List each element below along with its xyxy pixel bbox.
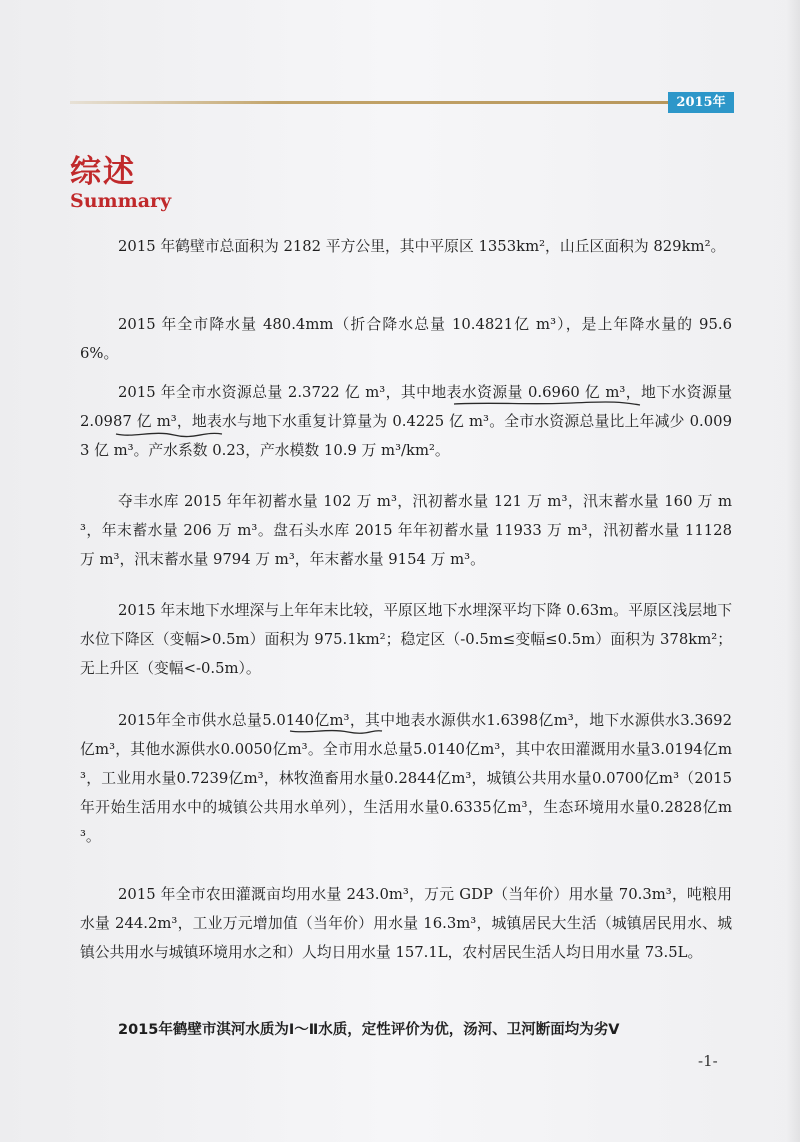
page-edge-shadow bbox=[786, 0, 800, 1142]
year-badge: 2015年 bbox=[668, 92, 734, 113]
paragraph-reservoirs: 夺丰水库 2015 年年初蓄水量 102 万 m³，汛初蓄水量 121 万 m³，汛末蓄水量 160 万 m³，年末蓄水量 206 万 m³。盘石头水库 2015 年年初蓄水量 11933 万 m³，汛初蓄水量 11128 万 m³，汛末蓄水量 9794 万 m³，年末蓄水量 9154 万 m³。 bbox=[80, 493, 732, 568]
section-title-chinese: 综述 bbox=[70, 154, 136, 190]
paragraph-water-resources: 2015 年全市水资源总量 2.3722 亿 m³，其中地表水资源量 0.6960 亿 m³，地下水资源量 2.0987 亿 m³，地表水与地下水重复计算量为 0.4225 亿 m³。全市水资源总量比上年减少 0.0093 亿 m³。产水系数 0.23，产水模数 10.9 万 m³/km²。 bbox=[80, 384, 732, 459]
paragraph-water-use-indicators: 2015 年全市农田灌溉亩均用水量 243.0m³，万元 GDP（当年价）用水量 70.3m³，吨粮用水量 244.2m³，工业万元增加值（当年价）用水量 16.3m³，城镇居民大生活（城镇居民用水、城镇公共用水与城镇环境用水之和）人均日用水量 157.1L，农村居民生活人均日用水量 73.5L。 bbox=[80, 886, 732, 961]
paragraph-groundwater: 2015 年末地下水埋深与上年年末比较，平原区地下水埋深平均下降 0.63m。平原区浅层地下水位下降区（变幅>0.5m）面积为 975.1km²；稳定区（-0.5m≤变幅≤0.5m）面积为 378km²；无上升区（变幅<-0.5m）。 bbox=[80, 602, 732, 677]
paragraph-water-supply: 2015年全市供水总量5.0140亿m³，其中地表水源供水1.6398亿m³，地下水源供水3.3692亿m³，其他水源供水0.0050亿m³。全市用水总量5.0140亿m³，其中农田灌溉用水量3.0194亿m³，工业用水量0.7239亿m³，林牧渔畜用水量0.2844亿m³，城镇公共用水量0.0700亿m³（2015年开始生活用水中的城镇公共用水单列），生活用水量0.6335亿m³，生态环境用水量0.2828亿m³。 bbox=[80, 712, 732, 845]
section-title-english: Summary bbox=[70, 190, 172, 212]
header-rule bbox=[70, 101, 668, 104]
page-number: -1- bbox=[698, 1052, 718, 1070]
paragraph-precipitation: 2015 年全市降水量 480.4mm（折合降水总量 10.4821亿 m³），是上年降水量的 95.66%。 bbox=[80, 316, 732, 362]
paragraph-area: 2015 年鹤壁市总面积为 2182 平方公里，其中平原区 1353km²，山丘区面积为 829km²。 bbox=[118, 238, 726, 255]
paragraph-water-quality: 2015年鹤壁市淇河水质为Ⅰ～Ⅱ水质，定性评价为优，汤河、卫河断面均为劣Ⅴ bbox=[118, 1022, 620, 1038]
